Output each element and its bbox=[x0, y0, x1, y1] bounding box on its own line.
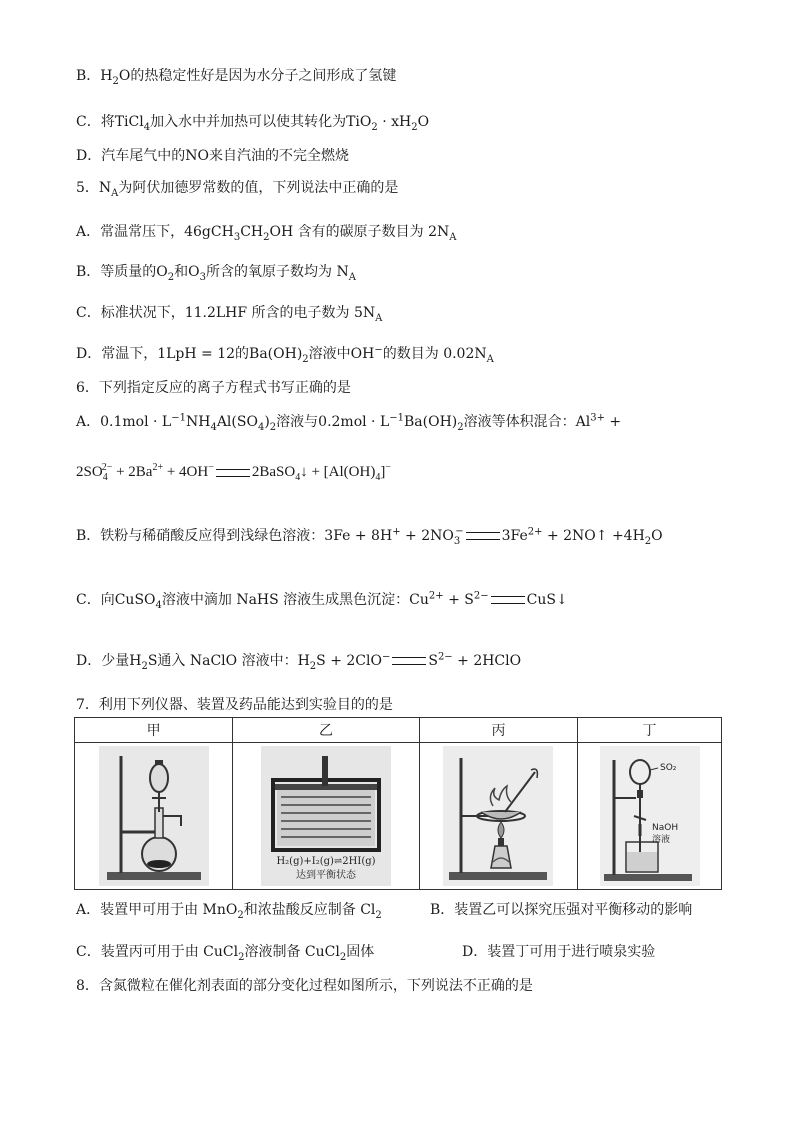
q6-option-a: A．$0.1mol \cdot L^{-1}NH_4Al(SO_4)_2$溶液与$0.2mol \cdot L^{-1}Ba(OH)_2$溶液等体积混合：$Al^{3+}$ + bbox=[76, 412, 622, 433]
cell-apparatus-jia bbox=[75, 743, 233, 890]
question-6: 6．下列指定反应的离子方程式书写正确的是 bbox=[76, 380, 351, 396]
q6-option-d: D．少量$H_2S$通入 NaClO 溶液中：$H_2S + 2ClO^-$ $S^{2-}$ + 2HClO bbox=[76, 651, 522, 672]
q5-option-b: B．等质量的$O_2$和$O_3$所含的氧原子数均为 $N_A$ bbox=[76, 264, 356, 283]
q7-option-d: D．装置丁可用于进行喷泉实验 bbox=[462, 944, 656, 960]
question-8: 8．含氮微粒在催化剂表面的部分变化过程如图所示，下列说法不正确的是 bbox=[76, 978, 533, 994]
q5-option-c: C．标准状况下，11.2LHF 所含的电子数为 $5N_A$ bbox=[76, 305, 383, 324]
apparatus-yi-figure bbox=[261, 746, 391, 886]
q7-option-a: A．装置甲可用于由 MnO$_2$和浓盐酸反应制备 $Cl_2$ bbox=[76, 902, 382, 921]
cell-apparatus-bing bbox=[419, 743, 577, 890]
q5-option-d: D．常温下，1LpH = 12的$Ba(OH)_2$溶液中OH−的数目为 $0.02N_A$ bbox=[76, 344, 494, 365]
equals-arrow bbox=[216, 469, 250, 477]
question-5: 5．$N_A$为阿伏加德罗常数的值，下列说法中正确的是 bbox=[76, 180, 399, 199]
q7-option-b: B．装置乙可以探究压强对平衡移动的影响 bbox=[430, 902, 693, 918]
q7-option-c: C．装置丙可用于由 CuCl$_2$溶液制备 CuCl$_2$固体 bbox=[76, 944, 375, 963]
option-1c: C．将TiCl$_4$加入水中并加热可以使其转化为$TiO_2 \cdot xH_2O$ bbox=[76, 114, 430, 133]
header-jia: 甲 bbox=[75, 718, 233, 743]
q6-option-a-equation: $2SO_4^{2-} + 2Ba^{2+} + 4OH^-$ 2BaSO$_4$↓ + $[Al(OH)_4]^-$ bbox=[76, 462, 391, 483]
q5-option-a: A．常温常压下，$46gCH_3CH_2OH$ 含有的碳原子数目为 $2N_A$ bbox=[76, 224, 457, 243]
header-yi: 乙 bbox=[233, 718, 420, 743]
equilibrium-state-label: 达到平衡状态 bbox=[296, 870, 357, 881]
apparatus-bing-figure bbox=[443, 746, 553, 886]
option-1d: D．汽车尾气中的NO来自汽油的不完全燃烧 bbox=[76, 148, 349, 164]
q6-option-b: B．铁粉与稀硝酸反应得到浅绿色溶液：$3Fe + 8H^+ + 2NO_3^-$ $3Fe^{2+}$ + 2NO↑ $+4H_2O$ bbox=[76, 526, 663, 547]
solution-label: 溶液 bbox=[651, 835, 670, 845]
apparatus-jia-figure bbox=[99, 746, 209, 886]
equals-arrow bbox=[491, 596, 525, 604]
apparatus-ding-figure bbox=[600, 746, 700, 886]
so2-label: SO₂ bbox=[659, 763, 676, 773]
apparatus-table bbox=[74, 717, 722, 890]
equals-arrow bbox=[466, 532, 500, 540]
equals-arrow bbox=[392, 657, 426, 665]
equilibrium-label: H₂(g)+I₂(g)⇌2HI(g) bbox=[276, 856, 376, 867]
header-ding: 丁 bbox=[578, 718, 722, 743]
header-bing: 丙 bbox=[419, 718, 577, 743]
question-7: 7．利用下列仪器、装置及药品能达到实验目的的是 bbox=[76, 697, 393, 713]
q6-option-c: C．向CuSO$_4$溶液中滴加 NaHS 溶液生成黑色沉淀：$Cu^{2+} + S^{2-}$ CuS↓ bbox=[76, 590, 568, 611]
option-1b: B．$H_2O$的热稳定性好是因为水分子之间形成了氢键 bbox=[76, 68, 397, 87]
cell-apparatus-ding bbox=[578, 743, 722, 890]
naoh-label: NaOH bbox=[651, 823, 678, 833]
cell-apparatus-yi bbox=[233, 743, 420, 890]
